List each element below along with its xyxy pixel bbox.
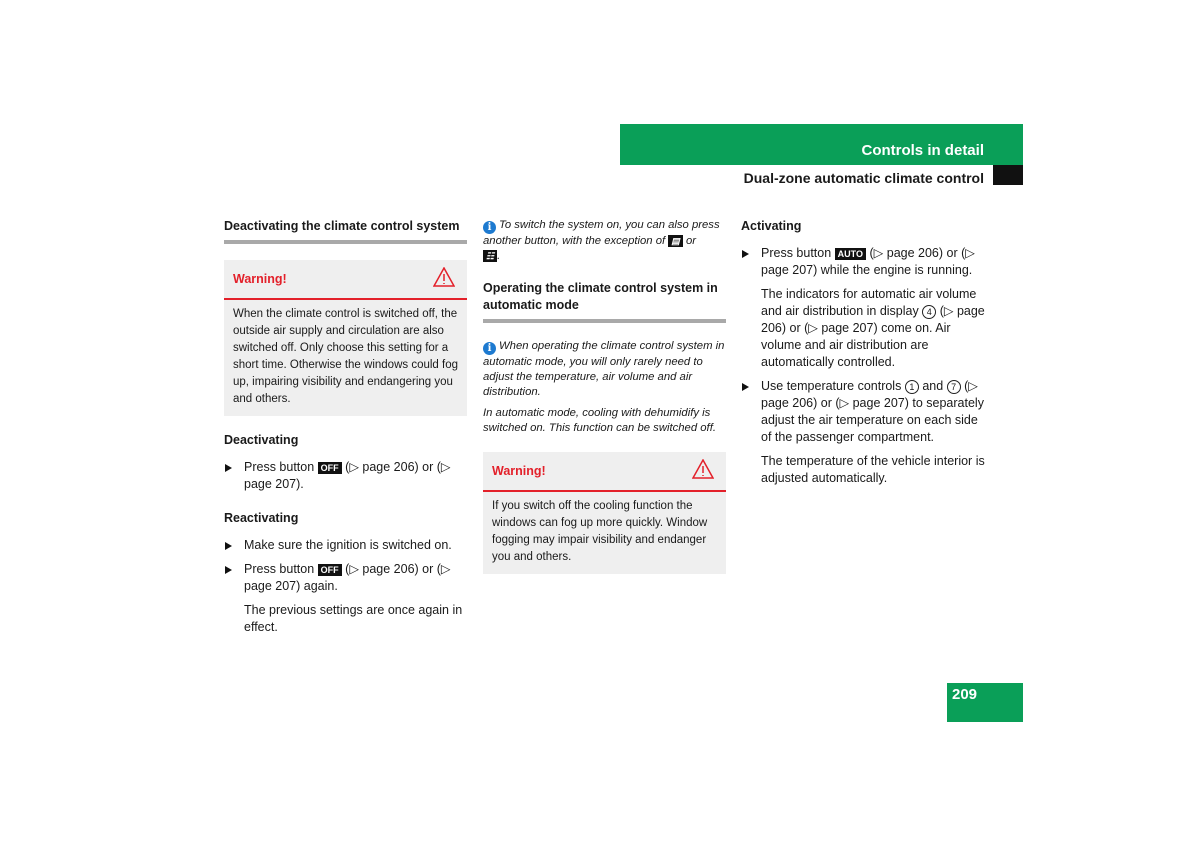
warning-triangle-icon [692,459,714,484]
info-note [483,218,726,264]
heading-automatic-mode: Operating the climate control system in automatic mode [483,281,718,312]
windshield-defrost-button-icon: ☷ [483,250,497,262]
para-text: The indicators for automatic air volume and air distribution in display [761,287,977,318]
warning-text: If you switch off the cooling function the windows can fog up more quickly. Window fogging may impair visibility and endanger you and others. [492,500,708,563]
info-icon: i [483,221,496,234]
note-text: or [685,235,696,247]
step-text: (▷ page 206) or (▷ page 207). [244,460,451,491]
divider [483,319,726,323]
off-button-icon: OFF [318,462,342,474]
paragraph: The temperature of the vehicle interior is adjusted automatically. [761,454,985,485]
column-3 [741,218,986,494]
callout-4: 4 [922,305,936,319]
note-text: When operating the climate control system in automatic mode, you will only rarely need to adjust the temperature, air volume and air distribution. [483,340,725,398]
step [224,561,467,595]
paragraph [741,286,986,371]
step-text: and [922,379,944,393]
warning-box [483,452,726,574]
info-icon: i [483,342,496,355]
info-note [483,339,726,400]
para-text: (▷ page 206) or (▷ page 207) come on. Air volume and air distribution are automatically controlled. [761,304,985,369]
divider [224,240,467,244]
column-1 [224,218,467,643]
page-number-box [947,683,1023,722]
header-marker [993,165,1023,185]
info-note-continued: In automatic mode, cooling with dehumidify is switched on. This function can be switched off. [483,407,716,434]
auto-button-icon: AUTO [835,248,866,260]
rear-defrost-button-icon: ▤ [668,235,683,247]
step-text: (▷ page 206) or (▷ page 207) to separately adjust the air temperature on each side of the passenger compartment. [761,379,984,444]
section-title: Controls in detail [861,142,984,159]
callout-1: 1 [905,380,919,394]
warning-text: When the climate control is switched off, the outside air supply and circulation are also switched off. Only choose this setting for a short time. Otherwise the windows could fog up, impairing visibility and endangering you and others. [233,308,458,405]
off-button-icon: OFF [318,564,342,576]
step-text: (▷ page 206) or (▷ page 207) again. [244,562,451,593]
step: Make sure the ignition is switched on. [224,537,467,554]
step-text: Use temperature controls [761,379,902,393]
step-text: (▷ page 206) or (▷ page 207) while the engine is running. [761,246,975,277]
warning-triangle-icon [433,267,455,292]
page-number: 209 [952,686,978,703]
warning-title: Warning! [492,463,546,478]
step-text: Press button [761,246,832,260]
step-text: Press button [244,460,315,474]
heading-reactivating: Reactivating [224,511,299,525]
warning-title: Warning! [233,271,287,286]
subsection-title: Dual-zone automatic climate control [743,170,984,186]
heading-deactivating-system: Deactivating the climate control system [224,219,460,233]
callout-7: 7 [947,380,961,394]
step [224,459,467,493]
warning-box [224,260,467,416]
heading-deactivating: Deactivating [224,433,299,447]
step [741,245,986,279]
step-text: Press button [244,562,315,576]
section-header [620,124,1023,165]
heading-activating: Activating [741,219,802,233]
note-text: To switch the system on, you can also press another button, with the exception of [483,219,720,247]
step [741,378,986,446]
note-text: . [497,250,501,262]
column-2 [483,218,726,590]
note: The previous settings are once again in effect. [244,603,463,634]
